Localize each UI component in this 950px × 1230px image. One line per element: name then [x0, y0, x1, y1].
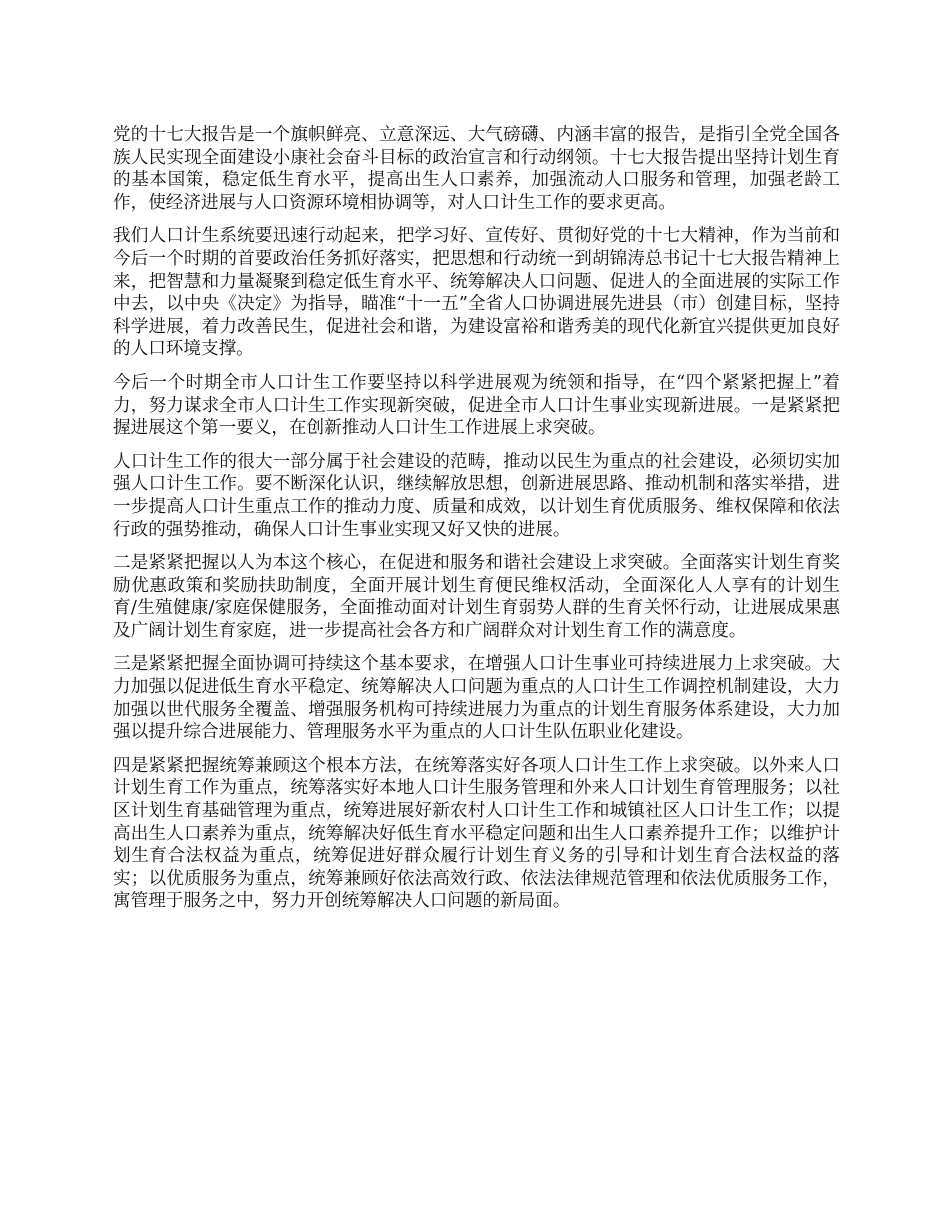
paragraph-5: 二是紧紧把握以人为本这个核心，在促进和服务和谐社会建设上求突破。全面落实计划生育奖励优惠政策和奖励扶助制度，全面开展计划生育便民维权活动，全面深化人人享有的计划生育/生殖健康/家庭保健服务，全面推动面对计划生育弱势人群的生育关怀行动，让进展成果惠及广阔计划生育家庭，进一步提高社会各方和广阔群众对计划生育工作的满意度。 [113, 553, 840, 641]
paragraph-2: 我们人口计生系统要迅速行动起来，把学习好、宣传好、贯彻好党的十七大精神，作为当前和今后一个时期的首要政治任务抓好落实，把思想和行动统一到胡锦涛总书记十七大报告精神上来，把智慧和力量凝聚到稳定低生育水平、统筹解决人口问题、促进人的全面进展的实际工作中去，以中央《决定》为指导，瞄准“十一五”全省人口协调进展先进县（市）创建目标，坚持科学进展，着力改善民生，促进社会和谐，为建设富裕和谐秀美的现代化新宜兴提供更加良好的人口环境支撑。 [113, 226, 840, 360]
paragraph-7: 四是紧紧把握统筹兼顾这个根本方法，在统筹落实好各项人口计生工作上求突破。以外来人口计划生育工作为重点，统筹落实好本地人口计生服务管理和外来人口计划生育管理服务；以社区计划生育基础管理为重点，统筹进展好新农村人口计生工作和城镇社区人口计生工作；以提高出生人口素养为重点，统筹解决好低生育水平稳定问题和出生人口素养提升工作；以维护计划生育合法权益为重点，统筹促进好群众履行计划生育义务的引导和计划生育合法权益的落实；以优质服务为重点，统筹兼顾好依法高效行政、依法法律规范管理和依法优质服务工作，寓管理于服务之中，努力开创统筹解决人口问题的新局面。 [113, 755, 840, 912]
paragraph-6: 三是紧紧把握全面协调可持续这个基本要求，在增强人口计生事业可持续进展力上求突破。大力加强以促进低生育水平稳定、统筹解决人口问题为重点的人口计生工作调控机制建设，大力加强以世代服务全覆盖、增强服务机构可持续进展力为重点的计划生育服务体系建设，大力加强以提升综合进展能力、管理服务水平为重点的人口计生队伍职业化建设。 [113, 654, 840, 743]
paragraph-3: 今后一个时期全市人口计生工作要坚持以科学进展观为统领和指导，在“四个紧紧把握上”着力，努力谋求全市人口计生工作实现新突破，促进全市人口计生事业实现新进展。一是紧紧把握进展这个第一要义，在创新推动人口计生工作进展上求突破。 [113, 372, 840, 439]
document-page [113, 124, 840, 924]
paragraph-4: 人口计生工作的很大一部分属于社会建设的范畴，推动以民生为重点的社会建设，必须切实加强人口计生工作。要不断深化认识，继续解放思想，创新进展思路、推动机制和落实举措，进一步提高人口计生重点工作的推动力度、质量和成效，以计划生育优质服务、维权保障和依法行政的强势推动，确保人口计生事业实现又好又快的进展。 [113, 451, 840, 540]
paragraph-1: 党的十七大报告是一个旗帜鲜亮、立意深远、大气磅礴、内涵丰富的报告，是指引全党全国各族人民实现全面建设小康社会奋斗目标的政治宣言和行动纲领。十七大报告提出坚持计划生育的基本国策，稳定低生育水平，提高出生人口素养，加强流动人口服务和管理，加强老龄工作，使经济进展与人口资源环境相协调等，对人口计生工作的要求更高。 [113, 125, 840, 213]
